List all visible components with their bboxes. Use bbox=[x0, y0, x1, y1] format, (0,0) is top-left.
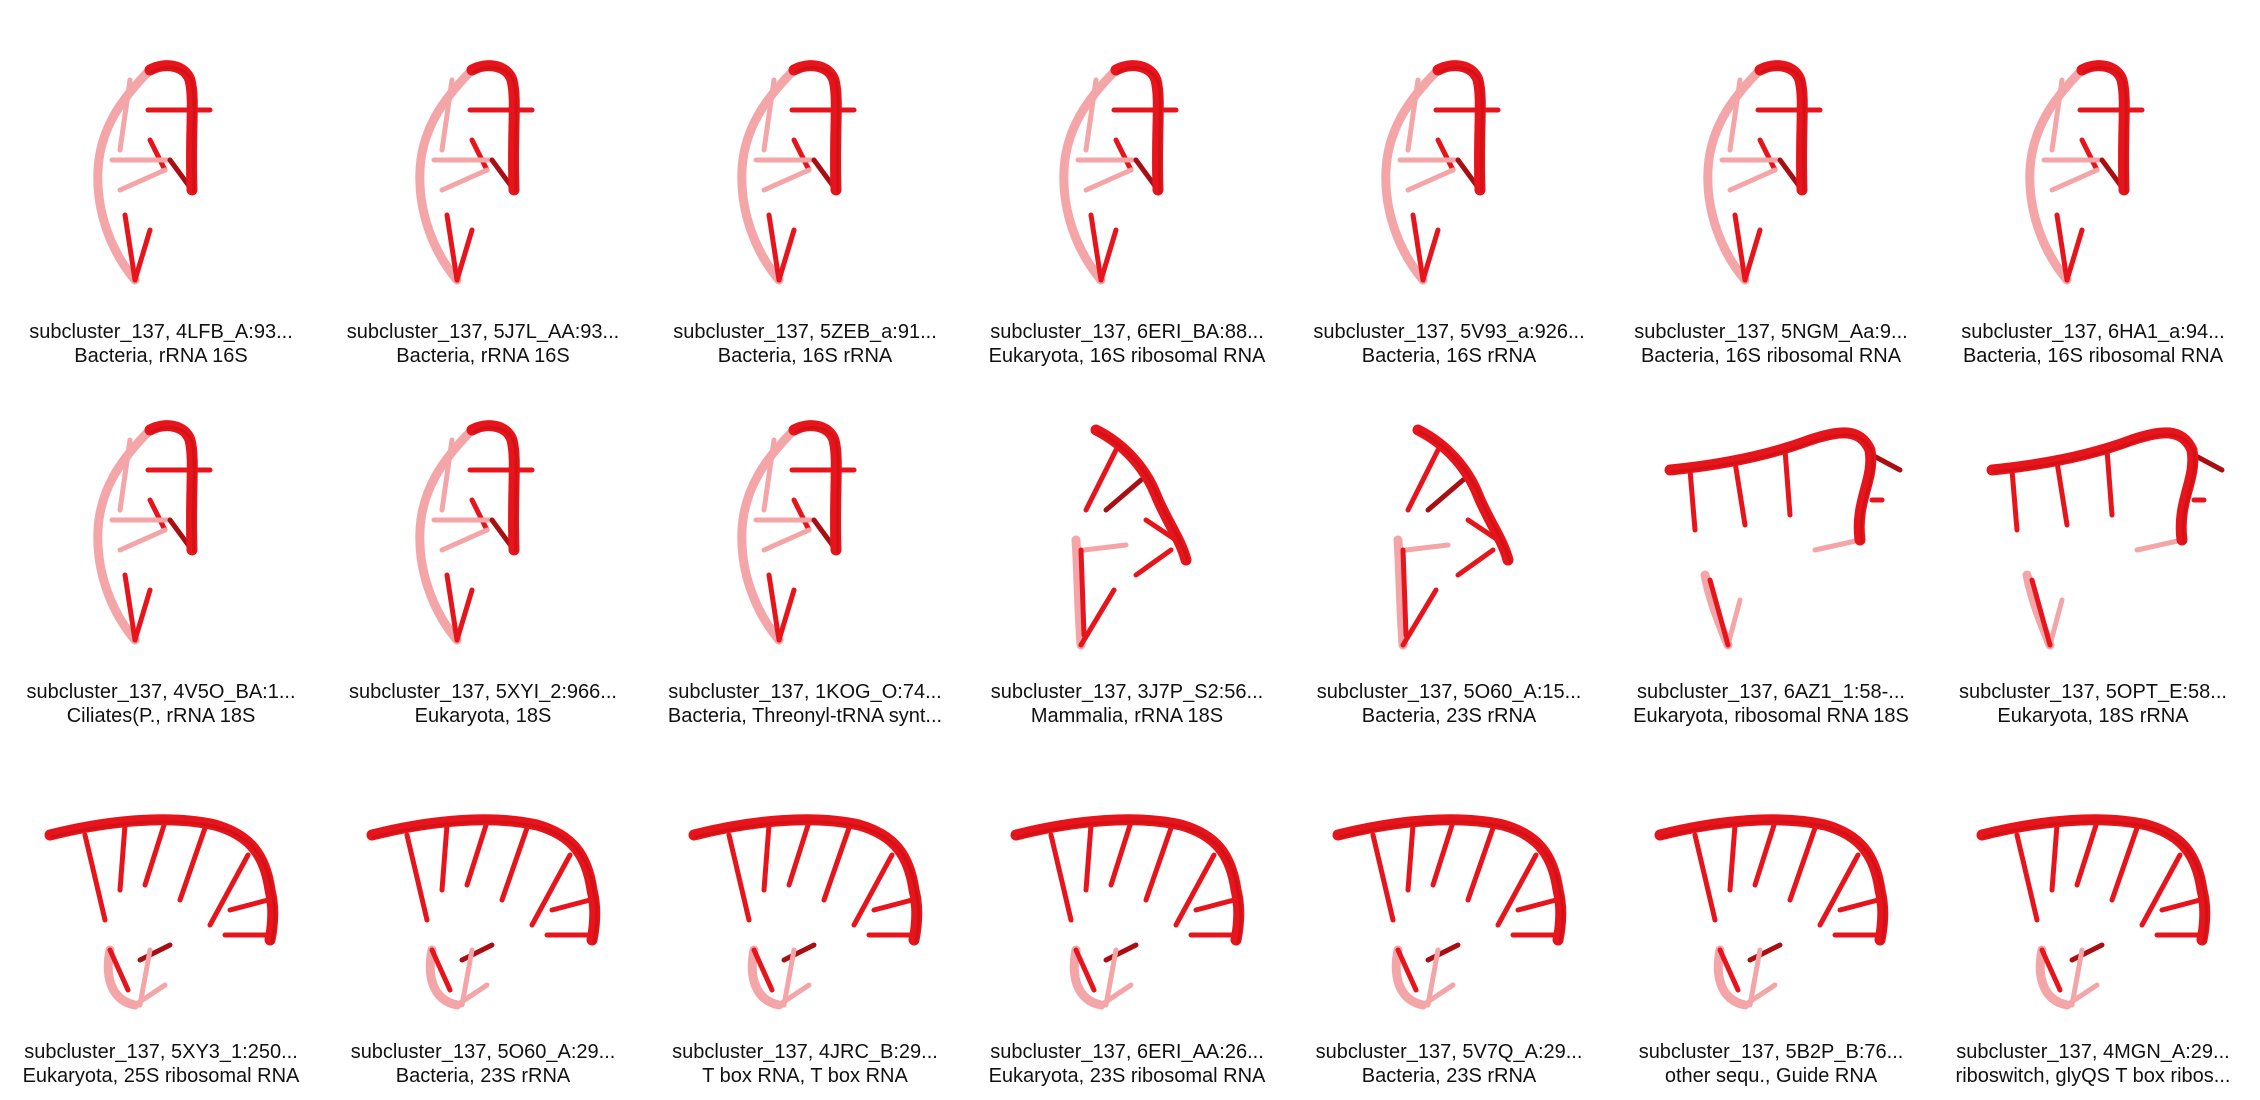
base-pair-stick bbox=[1785, 450, 1790, 515]
structure-tile[interactable] bbox=[1288, 740, 1610, 1100]
base-pair-stick bbox=[1146, 828, 1171, 900]
base-pair-stick bbox=[1086, 450, 1116, 510]
tile-organism-label: Ciliates(P., rRNA 18S bbox=[66, 705, 256, 727]
base-pair-stick bbox=[1428, 480, 1463, 510]
rna-structure-render bbox=[1288, 760, 1610, 1020]
tile-id-label: subcluster_137, 5O60_A:29... bbox=[350, 1041, 616, 1063]
base-pair-stick bbox=[1373, 835, 1393, 920]
base-pair-stick bbox=[1116, 140, 1131, 170]
rna-structure-render bbox=[0, 40, 322, 300]
base-pair-stick bbox=[1406, 545, 1448, 550]
tile-id-label: subcluster_137, 6ERI_BA:88... bbox=[990, 321, 1264, 343]
tile-id-label: subcluster_137, 4V5O_BA:1... bbox=[26, 681, 296, 703]
base-pair-stick bbox=[824, 828, 849, 900]
rna-structure-render bbox=[966, 40, 1288, 300]
base-pair-stick bbox=[1820, 855, 1858, 925]
structure-tile[interactable] bbox=[644, 20, 966, 380]
base-pair-stick bbox=[2137, 540, 2182, 550]
rna-structure-render bbox=[1610, 40, 1932, 300]
base-pair-stick bbox=[874, 900, 912, 910]
tile-id-label: subcluster_137, 5ZEB_a:91... bbox=[673, 321, 937, 343]
rna-structure-render bbox=[644, 760, 966, 1020]
base-pair-stick bbox=[2067, 230, 2082, 280]
backbone bbox=[1096, 430, 1186, 560]
base-pair-stick bbox=[457, 590, 472, 640]
tile-organism-label: Bacteria, rRNA 16S bbox=[74, 345, 248, 367]
rna-structure-render bbox=[1610, 760, 1932, 1020]
tile-organism-label: Bacteria, Threonyl-tRNA synt... bbox=[667, 705, 943, 727]
rna-structure-render bbox=[322, 40, 644, 300]
tile-id-label: subcluster_137, 5OPT_E:58... bbox=[1959, 681, 2227, 703]
rna-structure-render bbox=[0, 400, 322, 660]
base-pair-stick bbox=[467, 822, 487, 885]
base-pair-stick bbox=[794, 500, 809, 530]
base-pair-stick bbox=[1760, 140, 1775, 170]
base-pair-stick bbox=[1730, 825, 1735, 890]
base-pair-stick bbox=[2142, 855, 2180, 925]
base-pair-stick bbox=[1815, 540, 1860, 550]
base-pair-stick bbox=[2050, 600, 2062, 645]
tile-id-label: subcluster_137, 5XY3_1:250... bbox=[24, 1041, 298, 1063]
tile-id-label: subcluster_137, 1KOG_O:74... bbox=[668, 681, 942, 703]
base-pair-stick bbox=[140, 945, 170, 960]
base-pair-stick bbox=[2077, 822, 2097, 885]
base-pair-stick bbox=[1690, 470, 1695, 530]
base-pair-stick bbox=[784, 945, 814, 960]
base-pair-stick bbox=[1084, 545, 1126, 550]
base-pair-stick bbox=[472, 140, 487, 170]
base-pair-stick bbox=[794, 140, 809, 170]
base-pair-stick bbox=[1745, 230, 1760, 280]
rna-structure-render bbox=[1288, 40, 1610, 300]
structure-tile[interactable] bbox=[644, 380, 966, 740]
base-pair-stick bbox=[1735, 462, 1745, 525]
structure-tile[interactable] bbox=[322, 380, 644, 740]
base-pair-stick bbox=[1695, 835, 1715, 920]
tile-id-label: subcluster_137, 4LFB_A:93... bbox=[29, 321, 293, 343]
rna-structure-render bbox=[1932, 760, 2254, 1020]
tile-id-label: subcluster_137, 5V7Q_A:29... bbox=[1315, 1041, 1583, 1063]
base-pair-stick bbox=[1136, 550, 1171, 575]
base-pair-stick bbox=[150, 500, 165, 530]
base-pair-stick bbox=[1730, 80, 1740, 150]
tile-organism-label: Mammalia, rRNA 18S bbox=[1030, 705, 1224, 727]
base-pair-stick bbox=[2072, 945, 2102, 960]
base-pair-stick bbox=[120, 530, 165, 550]
tile-id-label: subcluster_137, 5XYI_2:966... bbox=[349, 681, 617, 703]
base-pair-stick bbox=[1086, 825, 1091, 890]
tile-organism-label: Bacteria, rRNA 16S bbox=[396, 345, 570, 367]
base-pair-stick bbox=[1403, 550, 1406, 635]
structure-tile[interactable] bbox=[1288, 20, 1610, 380]
base-pair-stick bbox=[532, 855, 570, 925]
base-pair-stick bbox=[2052, 825, 2057, 890]
base-pair-stick bbox=[1106, 945, 1136, 960]
base-pair-stick bbox=[1498, 855, 1536, 925]
base-pair-stick bbox=[1176, 855, 1214, 925]
tile-id-label: subcluster_137, 3J7P_S2:56... bbox=[990, 681, 1264, 703]
structure-tile[interactable] bbox=[0, 20, 322, 380]
base-pair-stick bbox=[457, 230, 472, 280]
structure-tile[interactable] bbox=[1610, 380, 1932, 740]
tile-organism-label: Bacteria, 16S rRNA bbox=[717, 345, 893, 367]
tile-id-label: subcluster_137, 4JRC_B:29... bbox=[672, 1041, 938, 1063]
rna-structure-render bbox=[966, 400, 1288, 660]
base-pair-stick bbox=[462, 945, 492, 960]
base-pair-stick bbox=[1438, 140, 1453, 170]
base-pair-stick bbox=[85, 835, 105, 920]
base-pair-stick bbox=[1051, 835, 1071, 920]
tile-id-label: subcluster_137, 6HA1_a:94... bbox=[1961, 321, 2225, 343]
base-pair-stick bbox=[2107, 450, 2112, 515]
tile-organism-label: Eukaryota, 18S bbox=[414, 705, 552, 727]
base-pair-stick bbox=[1728, 600, 1740, 645]
base-pair-stick bbox=[1081, 590, 1114, 645]
backbone bbox=[1992, 433, 2193, 540]
base-pair-stick bbox=[779, 590, 794, 640]
base-pair-stick bbox=[120, 825, 125, 890]
tile-organism-label: Bacteria, 23S rRNA bbox=[395, 1065, 571, 1087]
base-pair-stick bbox=[2012, 470, 2017, 530]
base-pair-stick bbox=[2082, 140, 2097, 170]
tile-organism-label: Bacteria, 23S rRNA bbox=[1361, 1065, 1537, 1087]
tile-organism-label: Bacteria, 16S rRNA bbox=[1361, 345, 1537, 367]
tile-id-label: subcluster_137, 6ERI_AA:26... bbox=[990, 1041, 1264, 1063]
structure-tile[interactable] bbox=[966, 740, 1288, 1100]
tile-id-label: subcluster_137, 5O60_A:15... bbox=[1316, 681, 1582, 703]
base-pair-stick bbox=[120, 440, 130, 510]
rna-structure-render bbox=[644, 40, 966, 300]
rna-structure-render bbox=[0, 760, 322, 1020]
base-pair-stick bbox=[1840, 900, 1878, 910]
base-pair-stick bbox=[2112, 828, 2137, 900]
structure-tile[interactable] bbox=[1288, 380, 1610, 740]
tile-organism-label: Eukaryota, ribosomal RNA 18S bbox=[1633, 705, 1909, 727]
base-pair-stick bbox=[729, 835, 749, 920]
structure-tile[interactable] bbox=[1932, 740, 2254, 1100]
base-pair-stick bbox=[135, 230, 150, 280]
base-pair-stick bbox=[2017, 835, 2037, 920]
tile-organism-label: Bacteria, 16S ribosomal RNA bbox=[1962, 345, 2224, 367]
base-pair-stick bbox=[1730, 170, 1775, 190]
base-pair-stick bbox=[1423, 230, 1438, 280]
base-pair-stick bbox=[1086, 170, 1131, 190]
tile-organism-label: Eukaryota, 16S ribosomal RNA bbox=[988, 345, 1266, 367]
base-pair-stick bbox=[1433, 822, 1453, 885]
base-pair-stick bbox=[230, 900, 268, 910]
structure-tile[interactable] bbox=[966, 380, 1288, 740]
tile-organism-label: other sequ., Guide RNA bbox=[1664, 1065, 1878, 1087]
base-pair-stick bbox=[502, 828, 527, 900]
tile-organism-label: Eukaryota, 18S rRNA bbox=[1997, 705, 2189, 727]
tile-id-label: subcluster_137, 5J7L_AA:93... bbox=[346, 321, 620, 343]
base-pair-stick bbox=[764, 80, 774, 150]
structure-tile[interactable] bbox=[966, 20, 1288, 380]
base-pair-stick bbox=[135, 590, 150, 640]
base-pair-stick bbox=[1458, 550, 1493, 575]
structure-tile[interactable] bbox=[644, 740, 966, 1100]
base-pair-stick bbox=[1790, 828, 1815, 900]
base-pair-stick bbox=[764, 170, 809, 190]
base-pair-stick bbox=[1750, 945, 1780, 960]
base-pair-stick bbox=[120, 170, 165, 190]
base-pair-stick bbox=[2052, 170, 2097, 190]
tile-id-label: subcluster_137, 4MGN_A:29... bbox=[1956, 1041, 2230, 1063]
rna-structure-render bbox=[966, 760, 1288, 1020]
tile-id-label: subcluster_137, 5V93_a:926... bbox=[1313, 321, 1585, 343]
structure-tile[interactable] bbox=[1610, 20, 1932, 380]
base-pair-stick bbox=[764, 530, 809, 550]
tile-organism-label: T box RNA, T box RNA bbox=[702, 1065, 908, 1087]
base-pair-stick bbox=[764, 440, 774, 510]
tile-id-label: subcluster_137, 6AZ1_1:58-... bbox=[1637, 681, 1905, 703]
base-pair-stick bbox=[442, 440, 452, 510]
rna-structure-render bbox=[1610, 400, 1932, 660]
base-pair-stick bbox=[210, 855, 248, 925]
base-pair-stick bbox=[120, 80, 130, 150]
backbone bbox=[1418, 430, 1508, 560]
base-pair-stick bbox=[1101, 230, 1116, 280]
base-pair-stick bbox=[442, 170, 487, 190]
tile-organism-label: Bacteria, 23S rRNA bbox=[1361, 705, 1537, 727]
rna-structure-render bbox=[1288, 400, 1610, 660]
rna-structure-render bbox=[322, 400, 644, 660]
base-pair-stick bbox=[1111, 822, 1131, 885]
base-pair-stick bbox=[1081, 550, 1084, 635]
base-pair-stick bbox=[2052, 80, 2062, 150]
base-pair-stick bbox=[1408, 825, 1413, 890]
base-pair-stick bbox=[407, 835, 427, 920]
structure-tile[interactable] bbox=[1932, 20, 2254, 380]
base-pair-stick bbox=[150, 140, 165, 170]
base-pair-stick bbox=[180, 828, 205, 900]
base-pair-stick bbox=[779, 230, 794, 280]
rna-structure-render bbox=[1932, 400, 2254, 660]
base-pair-stick bbox=[552, 900, 590, 910]
tile-organism-label: Bacteria, 16S ribosomal RNA bbox=[1640, 345, 1902, 367]
rna-structure-render bbox=[322, 760, 644, 1020]
base-pair-stick bbox=[1403, 590, 1436, 645]
structure-tile[interactable] bbox=[1932, 380, 2254, 740]
base-pair-stick bbox=[1428, 945, 1458, 960]
structure-tile[interactable] bbox=[1610, 740, 1932, 1100]
structure-tile[interactable] bbox=[322, 740, 644, 1100]
structure-tile[interactable] bbox=[0, 740, 322, 1100]
base-pair-stick bbox=[854, 855, 892, 925]
base-pair-stick bbox=[1086, 80, 1096, 150]
base-pair-stick bbox=[2057, 462, 2067, 525]
tile-id-label: subcluster_137, 5B2P_B:76... bbox=[1638, 1041, 1904, 1063]
base-pair-stick bbox=[764, 825, 769, 890]
base-pair-stick bbox=[1408, 80, 1418, 150]
structure-tile[interactable] bbox=[0, 380, 322, 740]
base-pair-stick bbox=[789, 822, 809, 885]
rna-structure-render bbox=[644, 400, 966, 660]
base-pair-stick bbox=[1468, 828, 1493, 900]
base-pair-stick bbox=[442, 530, 487, 550]
structure-tile[interactable] bbox=[322, 20, 644, 380]
base-pair-stick bbox=[472, 500, 487, 530]
base-pair-stick bbox=[1408, 450, 1438, 510]
base-pair-stick bbox=[1518, 900, 1556, 910]
base-pair-stick bbox=[145, 822, 165, 885]
base-pair-stick bbox=[1755, 822, 1775, 885]
tile-organism-label: Eukaryota, 23S ribosomal RNA bbox=[988, 1065, 1266, 1087]
tile-organism-label: Eukaryota, 25S ribosomal RNA bbox=[22, 1065, 300, 1087]
base-pair-stick bbox=[1196, 900, 1234, 910]
backbone bbox=[1670, 433, 1871, 540]
rna-structure-render bbox=[1932, 40, 2254, 300]
base-pair-stick bbox=[1408, 170, 1453, 190]
base-pair-stick bbox=[2162, 900, 2200, 910]
tile-id-label: subcluster_137, 5NGM_Aa:9... bbox=[1634, 321, 1908, 343]
tile-organism-label: riboswitch, glyQS T box ribos... bbox=[1955, 1065, 2231, 1087]
base-pair-stick bbox=[1106, 480, 1141, 510]
base-pair-stick bbox=[442, 80, 452, 150]
base-pair-stick bbox=[442, 825, 447, 890]
